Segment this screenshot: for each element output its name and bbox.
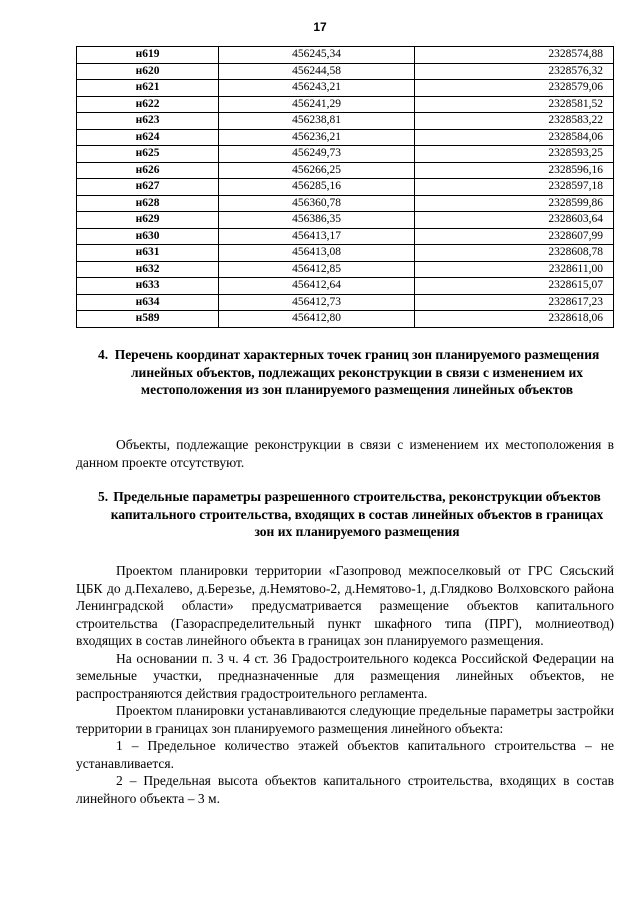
y-coordinate-cell: 2328599,86 bbox=[414, 195, 613, 212]
table-row bbox=[77, 195, 614, 212]
x-coordinate-cell: 456412,85 bbox=[219, 261, 415, 278]
table-row bbox=[77, 228, 614, 245]
section-5-paragraph: На основании п. 3 ч. 4 ст. 36 Градостроительного кодекса Российской Федерации на земельные участки, предназначенные для размещения линейных объектов, не распространяются действия градостроительного регламента. bbox=[76, 650, 614, 701]
section-4-heading bbox=[76, 346, 614, 399]
y-coordinate-cell: 2328579,06 bbox=[414, 80, 613, 97]
y-coordinate-cell: 2328608,78 bbox=[414, 245, 613, 262]
section-5-paragraph: 1 – Предельное количество этажей объектов капитального строительства – не устанавливается. bbox=[76, 738, 614, 771]
y-coordinate-cell: 2328581,52 bbox=[414, 96, 613, 113]
point-name-cell: н630 bbox=[77, 228, 219, 245]
table-row bbox=[77, 245, 614, 262]
y-coordinate-cell: 2328615,07 bbox=[414, 278, 613, 295]
x-coordinate-cell: 456238,81 bbox=[219, 113, 415, 130]
y-coordinate-cell: 2328593,25 bbox=[414, 146, 613, 163]
point-name-cell: н626 bbox=[77, 162, 219, 179]
point-name-cell: н629 bbox=[77, 212, 219, 229]
table-row bbox=[77, 261, 614, 278]
y-coordinate-cell: 2328611,00 bbox=[414, 261, 613, 278]
point-name-cell: н625 bbox=[77, 146, 219, 163]
section-5-number: 5. bbox=[98, 489, 109, 504]
x-coordinate-cell: 456285,16 bbox=[219, 179, 415, 196]
table-row bbox=[77, 63, 614, 80]
table-row bbox=[77, 294, 614, 311]
x-coordinate-cell: 456244,58 bbox=[219, 63, 415, 80]
table-row bbox=[77, 212, 614, 229]
x-coordinate-cell: 456412,80 bbox=[219, 311, 415, 328]
table-row bbox=[77, 179, 614, 196]
point-name-cell: н627 bbox=[77, 179, 219, 196]
point-name-cell: н631 bbox=[77, 245, 219, 262]
point-name-cell: н624 bbox=[77, 129, 219, 146]
point-name-cell: н632 bbox=[77, 261, 219, 278]
section-5-paragraph: 2 – Предельная высота объектов капитального строительства, входящих в состав линейного объекта – 3 м. bbox=[76, 773, 614, 806]
table-row bbox=[77, 146, 614, 163]
x-coordinate-cell: 456360,78 bbox=[219, 195, 415, 212]
point-name-cell: н633 bbox=[77, 278, 219, 295]
y-coordinate-cell: 2328583,22 bbox=[414, 113, 613, 130]
table-row bbox=[77, 278, 614, 295]
x-coordinate-cell: 456266,25 bbox=[219, 162, 415, 179]
y-coordinate-cell: 2328607,99 bbox=[414, 228, 613, 245]
section-4-title: Перечень координат характерных точек границ зон планируемого размещения линейных объектов, подлежащих реконструкции в связи с изменением их местоположения из зон планируемого размещения линейных объектов bbox=[114, 347, 600, 397]
x-coordinate-cell: 456386,35 bbox=[219, 212, 415, 229]
x-coordinate-cell: 456413,17 bbox=[219, 228, 415, 245]
table-row bbox=[77, 96, 614, 113]
point-name-cell: н589 bbox=[77, 311, 219, 328]
y-coordinate-cell: 2328603,64 bbox=[414, 212, 613, 229]
x-coordinate-cell: 456412,64 bbox=[219, 278, 415, 295]
x-coordinate-cell: 456249,73 bbox=[219, 146, 415, 163]
coordinates-table bbox=[76, 46, 614, 328]
y-coordinate-cell: 2328596,16 bbox=[414, 162, 613, 179]
point-name-cell: н634 bbox=[77, 294, 219, 311]
section-4-number: 4. bbox=[98, 347, 109, 362]
section-5-paragraph: Проектом планировки устанавливаются следующие предельные параметры застройки территории в границах зон планируемого размещения линейного объекта: bbox=[76, 703, 614, 736]
section-5-paragraph: Проектом планировки территории «Газопровод межпоселковый от ГРС Сясьский ЦБК до д.Пехалево, д.Березье, д.Немятово-2, д.Немятово-1, д.Глядково Волховского района Ленинградской области» предусматривается размещение объектов капитального строительства (Газораспределительный пункт шкафного типа (ПРГ), молниеотвод) входящих в состав линейного объекта в границах зон планируемого размещения. bbox=[76, 563, 614, 648]
y-coordinate-cell: 2328584,06 bbox=[414, 129, 613, 146]
point-name-cell: н621 bbox=[77, 80, 219, 97]
x-coordinate-cell: 456413,08 bbox=[219, 245, 415, 262]
point-name-cell: н628 bbox=[77, 195, 219, 212]
y-coordinate-cell: 2328574,88 bbox=[414, 47, 613, 64]
point-name-cell: н620 bbox=[77, 63, 219, 80]
x-coordinate-cell: 456245,34 bbox=[219, 47, 415, 64]
section-5-body bbox=[76, 562, 614, 807]
section-5-title: Предельные параметры разрешенного строительства, реконструкции объектов капитального строительства, входящих в состав линейных объектов в границах зон их планируемого размещения bbox=[110, 489, 604, 539]
x-coordinate-cell: 456243,21 bbox=[219, 80, 415, 97]
point-name-cell: н622 bbox=[77, 96, 219, 113]
page-number: 17 bbox=[313, 20, 327, 34]
table-row bbox=[77, 162, 614, 179]
x-coordinate-cell: 456241,29 bbox=[219, 96, 415, 113]
x-coordinate-cell: 456412,73 bbox=[219, 294, 415, 311]
y-coordinate-cell: 2328597,18 bbox=[414, 179, 613, 196]
table-row bbox=[77, 80, 614, 97]
y-coordinate-cell: 2328617,23 bbox=[414, 294, 613, 311]
section-4-text: Объекты, подлежащие реконструкции в связи с изменением их местоположения в данном проекте отсутствуют. bbox=[76, 437, 614, 470]
point-name-cell: н619 bbox=[77, 47, 219, 64]
point-name-cell: н623 bbox=[77, 113, 219, 130]
table-row bbox=[77, 113, 614, 130]
section-5-heading bbox=[76, 488, 614, 541]
table-row bbox=[77, 311, 614, 328]
x-coordinate-cell: 456236,21 bbox=[219, 129, 415, 146]
table-row bbox=[77, 129, 614, 146]
y-coordinate-cell: 2328576,32 bbox=[414, 63, 613, 80]
y-coordinate-cell: 2328618,06 bbox=[414, 311, 613, 328]
table-row bbox=[77, 47, 614, 64]
